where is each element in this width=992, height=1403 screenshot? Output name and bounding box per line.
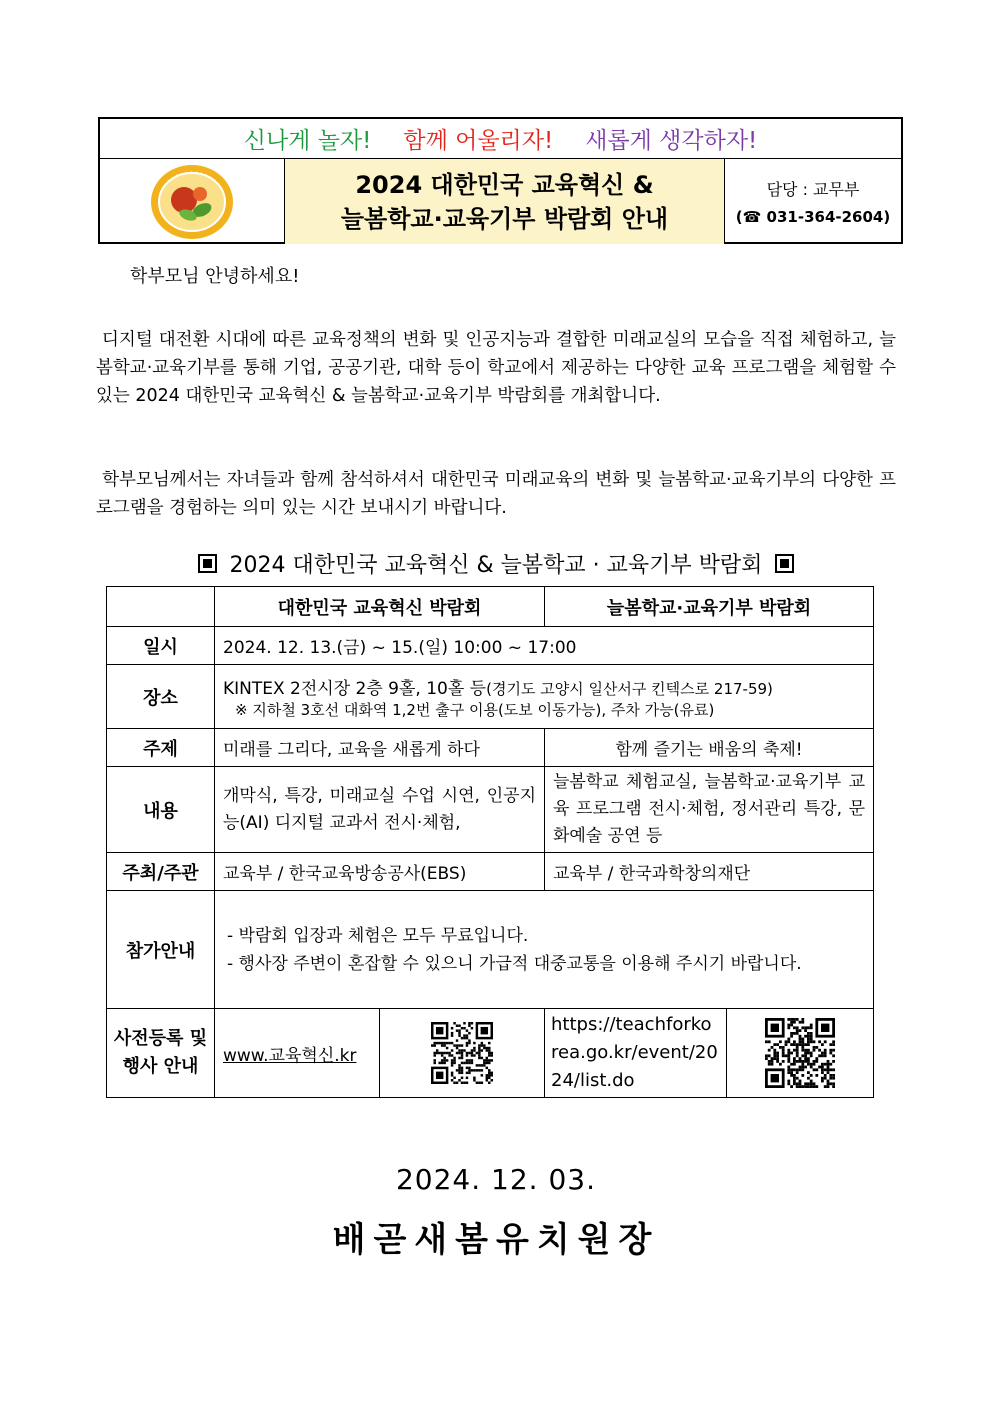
section-title-text: 2024 대한민국 교육혁신 & 늘봄학교 · 교육기부 박람회: [229, 553, 763, 578]
table-row: [107, 1009, 874, 1098]
host-1: 교육부 / 한국교육방송공사(EBS): [215, 853, 545, 891]
notice-1: - 박람회 입장과 체험은 모두 무료입니다.: [227, 925, 529, 946]
place-main: KINTEX 2전시장 2층 9홀, 10홀 등: [223, 678, 487, 699]
table-row: [107, 587, 874, 627]
reg-label: [107, 1009, 215, 1098]
reg-label-line-2: 행사 안내: [122, 1056, 199, 1077]
kindergarten-logo-icon: [150, 164, 234, 240]
notice-2: - 행사장 주변이 혼잡할 수 있으니 가급적 대중교통을 이용해 주시기 바랍니다.: [227, 953, 802, 974]
square-bullet-icon: [198, 554, 217, 573]
table-row: [107, 767, 874, 853]
col-header-2: 늘봄학교·교육기부 박람회: [545, 587, 874, 627]
greeting: 학부모님 안녕하세요!: [130, 266, 300, 287]
qr-code-icon[interactable]: [765, 1018, 835, 1088]
table-row: [107, 627, 874, 665]
header-box: [98, 117, 903, 244]
issuer-name: 배곧새봄유치원장: [332, 1220, 660, 1260]
place-label: 장소: [107, 665, 215, 729]
table-row: [107, 665, 874, 729]
col-header-1: 대한민국 교육혁신 박람회: [215, 587, 545, 627]
qr-code-icon[interactable]: [431, 1022, 493, 1084]
place-value: [215, 665, 874, 729]
slogan-row: [100, 119, 901, 159]
table-row: [107, 891, 874, 1009]
host-2: 교육부 / 한국과학창의재단: [545, 853, 874, 891]
theme-1: 미래를 그리다, 교육을 새롭게 하다: [215, 729, 545, 767]
notice-cell: [215, 891, 874, 1009]
document-date: 2024. 12. 03.: [395, 1163, 597, 1196]
qr-2-cell: [727, 1009, 874, 1098]
place-address: (경기도 고양시 일산서구 킨텍스로 217-59): [486, 679, 773, 698]
info-table: [106, 586, 874, 1098]
notice-label: 참가안내: [107, 891, 215, 1009]
host-label: 주최/주관: [107, 853, 215, 891]
date-label: 일시: [107, 627, 215, 665]
reg-label-line-1: 사전등록 및: [113, 1028, 208, 1049]
logo-cell: [100, 159, 285, 244]
paragraph-2: 학부모님께서는 자녀들과 함께 참석하셔서 대한민국 미래교육의 변화 및 늘봄학교·교육기부의 다양한 프로그램을 경험하는 의미 있는 시간 보내시기 바랍니다.: [96, 470, 896, 518]
title-line-2: 늘봄학교·교육기부 박람회 안내: [340, 204, 669, 233]
table-corner: [107, 587, 215, 627]
contact-cell: [725, 159, 901, 244]
content-2: 늘봄학교 체험교실, 늘봄학교·교육기부 교육 프로그램 전시·체험, 정서관리 특강, 문화예술 공연 등: [545, 767, 874, 853]
link-1[interactable]: www.교육혁신.kr: [223, 1045, 357, 1066]
place-note: ※ 지하철 3호선 대화역 1,2번 출구 이용(도보 이동가능), 주차 가능(유료): [235, 700, 715, 719]
section-title: [96, 548, 896, 579]
content-1: 개막식, 특강, 미래교실 수업 시연, 인공지능(AI) 디지털 교과서 전시·체험,: [215, 767, 545, 853]
paragraph-1: 디지털 대전환 시대에 따른 교육정책의 변화 및 인공지능과 결합한 미래교실의 모습을 직접 체험하고, 늘봄학교·교육기부를 통해 기업, 공공기관, 대학 등이 학교에서 제공하는 다양한 교육 프로그램을 체험할 수 있는 2024 대한민국 교육혁신 & 늘봄학교·교육기부 박람회를 개최합니다.: [96, 330, 896, 406]
table-row: [107, 853, 874, 891]
content-label: 내용: [107, 767, 215, 853]
square-bullet-icon: [775, 554, 794, 573]
link-1-cell: [215, 1009, 380, 1098]
contact-phone: (☎ 031-364-2604): [735, 208, 891, 226]
slogan-3: 새롭게 생각하자!: [585, 128, 758, 154]
theme-label: 주제: [107, 729, 215, 767]
link-2-cell: [545, 1009, 727, 1098]
qr-1-cell: [380, 1009, 545, 1098]
slogan-2: 함께 어울리자!: [403, 128, 554, 154]
link-2[interactable]: https://teachforkorea.go.kr/event/2024/list.do: [551, 1014, 718, 1091]
table-row: [107, 729, 874, 767]
contact-dept: 담당 : 교무부: [766, 180, 860, 199]
title-line-1: 2024 대한민국 교육혁신 &: [355, 170, 654, 199]
theme-2: 함께 즐기는 배움의 축제!: [545, 729, 874, 767]
slogan-1: 신나게 놀자!: [243, 128, 372, 154]
title-cell: [285, 159, 725, 244]
date-value: 2024. 12. 13.(금) ~ 15.(일) 10:00 ~ 17:00: [215, 627, 874, 665]
